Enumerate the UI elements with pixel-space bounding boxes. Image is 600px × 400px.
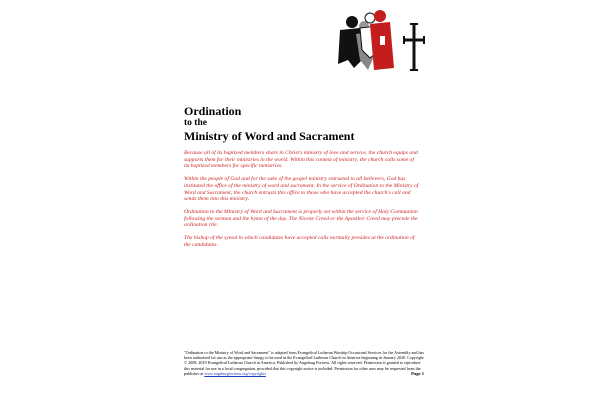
ordination-logo — [330, 8, 430, 86]
title-line-ministry: Ministry of Word and Sacrament — [184, 129, 355, 143]
copyright-text: "Ordination to the Ministry of Word and Sacrament" is adapted from Evangelical Lutheran Worship Occasional Services for the Assembly and has been authorized for use as the appropriate liturgy to be used in the Evangelical Lutheran Church in America beginning in January 2020. Copyright © 2008, 2019 Evangelical Lutheran Church in America. Published by Augsburg Fortress. All rights reserved. Permission is granted to reproduce this material for use in a local congregation, provided that this copyright notice is included. Permission for other uses may be requested from the publisher at — [184, 350, 424, 376]
copyright-link[interactable]: www.augsburgfortress.org/copyrights — [204, 370, 266, 376]
rubric-paragraph: The bishop of the synod in which candidates have accepted calls normally presides at the ordination of the candidates. — [184, 235, 415, 248]
copyright-footer — [184, 350, 424, 376]
rubric-paragraph: Because all of its baptized members share in Christ's ministry of love and service, the church equips and supports them for their ministries in the world. Within this context of ministry, the church calls some of its baptized members for specific ministries. — [184, 150, 418, 170]
rubric-paragraph: Within the people of God and for the sake of the gospel ministry entrusted to all believers, God has instituted the office of the ministry of word and sacrament. In the service of Ordination to the Ministry of Word and Sacrament, the church entrusts this office to those who have accepted the church's call and sends them into this ministry. — [184, 176, 419, 203]
rubric-text — [184, 150, 420, 254]
rubric-paragraph: Ordination to the Ministry of Word and Sacrament is properly set within the service of Holy Communion following the sermon and the hymn of the day. The Nicene Creed or the Apostles' Creed may precede the ordination rite. — [184, 208, 418, 229]
title-line-ordination: Ordination — [184, 104, 242, 118]
document-title — [184, 104, 354, 143]
ordination-figures-with-cross-icon — [330, 8, 430, 86]
title-line-to-the: to the — [184, 118, 207, 128]
page-number: Page 1 — [411, 370, 424, 376]
